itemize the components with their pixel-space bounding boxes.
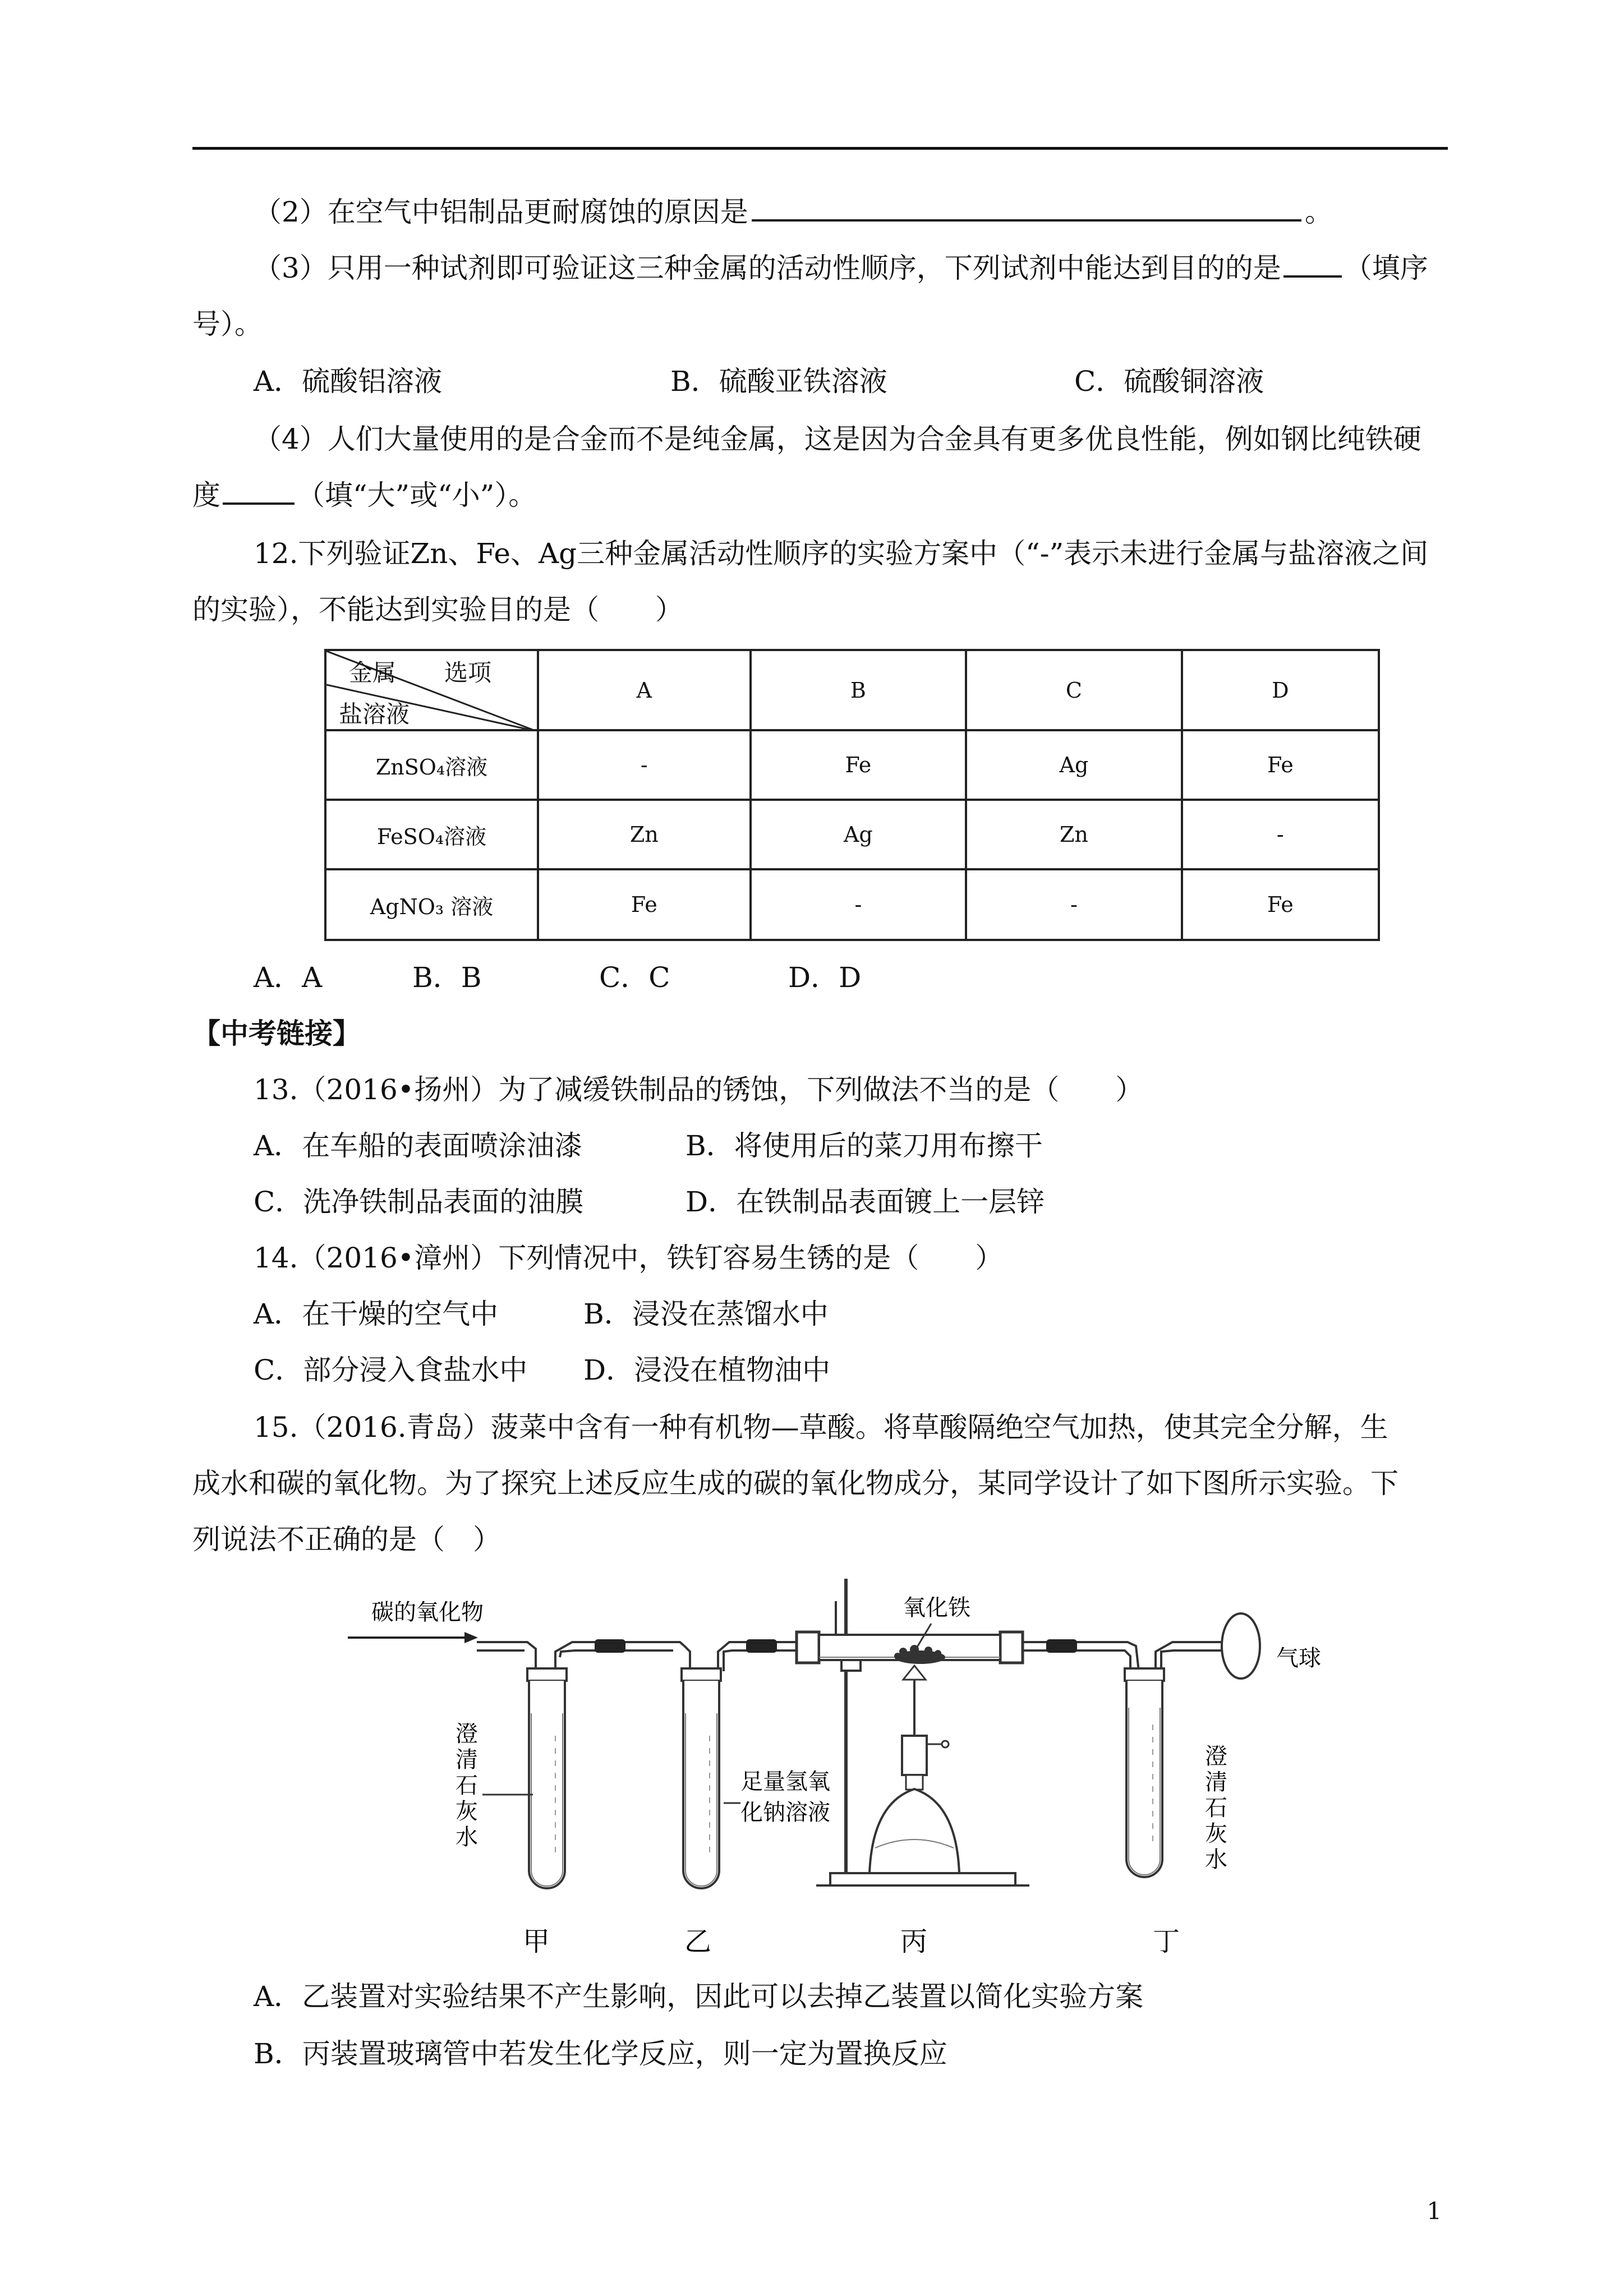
q15-option-b[interactable]: B．丙装置玻璃管中若发生化学反应，则一定为置换反应 [254, 2037, 947, 2070]
q11-part3-end: （填序 [1344, 252, 1428, 284]
label-yi: 乙 [684, 1926, 712, 1957]
q12-option-b[interactable]: B．B [412, 961, 482, 994]
q12-option-c[interactable]: C．C [599, 961, 670, 994]
table-row [325, 800, 1379, 869]
row-label: AgNO₃ 溶液 [325, 869, 538, 940]
page-number: 1 [1427, 2197, 1442, 2225]
q13-option-b[interactable]: B．将使用后的菜刀用布擦干 [686, 1129, 1043, 1162]
table-cell: Fe [538, 869, 751, 940]
q14-option-a[interactable]: A．在干燥的空气中 [254, 1298, 499, 1330]
naoh-label-1: 足量氢氧 [740, 1769, 830, 1795]
test-tube-jia [527, 1668, 567, 1888]
q13-stem: 13.（2016•扬州）为了减缓铁制品的锈蚀，下列做法不当的是（ ） [254, 1073, 1144, 1106]
q11-part2-text: （2）在空气中铝制品更耐腐蚀的原因是 [254, 196, 748, 228]
table-cell: - [966, 869, 1182, 940]
q13-option-d[interactable]: D．在铁制品表面镀上一层锌 [686, 1186, 1045, 1218]
q11-part4-end: （填“大”或“小”）。 [297, 479, 537, 511]
q12-stem-line1: 12.下列验证Zn、Fe、Ag三种金属活动性顺序的实验方案中（“-”表示未进行金属与盐溶液之间 [254, 537, 1429, 570]
q11-option-a[interactable]: A．硫酸铝溶液 [254, 365, 443, 398]
limewater-label-ding: 澄清石灰水 [1205, 1744, 1227, 1873]
q11-part4-cont [192, 476, 536, 515]
label-jia: 甲 [523, 1926, 550, 1957]
q15-option-a[interactable]: A．乙装置对实验结果不产生影响，因此可以去掉乙装置以简化实验方案 [254, 1980, 1144, 2013]
balloon-label: 气球 [1276, 1645, 1321, 1671]
label-ding: 丁 [1153, 1926, 1180, 1957]
table-cell: Zn [538, 800, 751, 869]
q11-option-c[interactable]: C．硫酸铜溶液 [1074, 365, 1264, 398]
column-header-a: A [538, 650, 751, 730]
q11-option-b[interactable]: B．硫酸亚铁溶液 [670, 365, 887, 398]
test-tube-ding [1125, 1668, 1164, 1877]
row-label: FeSO₄溶液 [325, 800, 538, 869]
q15-stem-line2: 成水和碳的氧化物。为了探究上述反应生成的碳的氧化物成分，某同学设计了如下图所示实验。下 [192, 1467, 1398, 1500]
naoh-label-2: 化钠溶液 [740, 1800, 830, 1825]
table-cell: Fe [751, 730, 967, 800]
q11-part2-end: 。 [1304, 196, 1333, 228]
header-rule [192, 147, 1448, 150]
table-cell: - [538, 730, 751, 800]
experiment-table [324, 649, 1380, 941]
table-cell: Ag [966, 730, 1182, 800]
answer-blank[interactable] [752, 192, 1301, 222]
corner-solution-label: 盐溶液 [339, 700, 410, 728]
q14-option-b[interactable]: B．浸没在蒸馏水中 [583, 1298, 829, 1330]
corner-option-label: 选项 [444, 659, 492, 686]
label-bing: 丙 [900, 1926, 928, 1957]
table-cell: - [751, 869, 967, 940]
q12-stem-line2: 的实验），不能达到实验目的是（ ） [192, 593, 683, 626]
q11-part3-cont: 号）。 [192, 308, 263, 340]
table-row [325, 730, 1379, 800]
table-cell: Ag [751, 800, 967, 869]
q14-option-c[interactable]: C．部分浸入食盐水中 [254, 1354, 528, 1386]
oxide-label: 氧化铁 [903, 1595, 970, 1621]
table-corner-cell [325, 650, 538, 730]
row-label: ZnSO₄溶液 [325, 730, 538, 800]
balloon-icon [1212, 1613, 1260, 1679]
corner-metal-label: 金属 [349, 659, 397, 686]
alcohol-lamp-icon [869, 1666, 959, 1873]
q11-part2 [254, 192, 1333, 232]
q11-part3-text: （3）只用一种试剂即可验证这三种金属的活动性顺序，下列试剂中能达到目的的是 [254, 252, 1281, 284]
section-heading: 【中考链接】 [192, 1017, 361, 1050]
q15-stem-line1: 15.（2016.青岛）菠菜中含有一种有机物—草酸。将草酸隔绝空气加热，使其完全分解，生 [254, 1411, 1388, 1444]
q11-part4-text: 度 [192, 479, 220, 511]
inlet-arrow-icon [348, 1632, 478, 1643]
q12-option-a[interactable]: A．A [254, 961, 323, 994]
table-cell: Zn [966, 800, 1182, 869]
answer-blank[interactable] [1283, 248, 1342, 278]
q14-option-d[interactable]: D．浸没在植物油中 [583, 1354, 831, 1386]
inlet-label: 碳的氧化物 [371, 1599, 484, 1625]
test-tube-yi [682, 1668, 721, 1888]
column-header-c: C [966, 650, 1182, 730]
answer-blank[interactable] [223, 476, 295, 505]
q13-option-a[interactable]: A．在车船的表面喷涂油漆 [254, 1129, 583, 1162]
q11-part4: （4）人们大量使用的是合金而不是纯金属，这是因为合金具有更多优良性能，例如钢比纯铁硬 [254, 423, 1421, 455]
apparatus-diagram [337, 1567, 1335, 1960]
column-header-b: B [751, 650, 967, 730]
q15-stem-line3: 列说法不正确的是（ ） [192, 1523, 501, 1556]
q12-option-d[interactable]: D．D [788, 961, 862, 994]
table-cell: - [1182, 800, 1379, 869]
table-cell: Fe [1182, 869, 1379, 940]
limewater-label-jia: 澄清石灰水 [456, 1721, 478, 1850]
q14-stem: 14.（2016•漳州）下列情况中，铁钉容易生锈的是（ ） [254, 1242, 1004, 1274]
table-row [325, 869, 1379, 940]
q11-part3 [254, 248, 1428, 288]
column-header-d: D [1182, 650, 1379, 730]
table-cell: Fe [1182, 730, 1379, 800]
q13-option-c[interactable]: C．洗净铁制品表面的油膜 [254, 1186, 584, 1218]
